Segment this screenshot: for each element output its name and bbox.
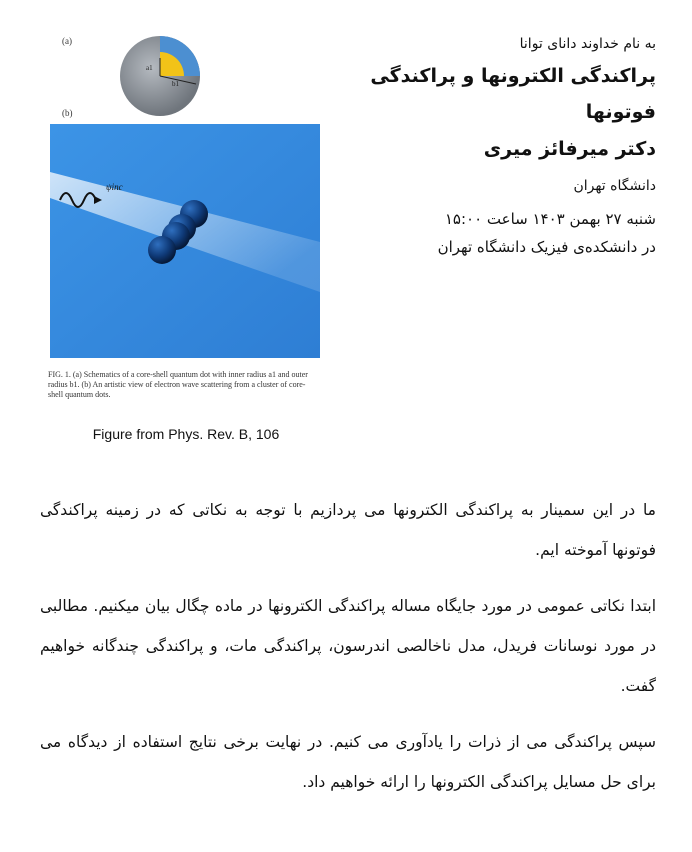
label-a1: a1 <box>146 64 153 72</box>
panel-a-label: (a) <box>62 36 72 46</box>
label-b1: b1 <box>172 80 179 88</box>
paragraph-2: ابتدا نکاتی عمومی در مورد جایگاه مساله پراکندگی الکترونها در ماده چگال بیان میکنیم. مطالبی در مورد نوسانات فریدل، مدل ناخالصی اندرسون، پراکندگی مات، و پراکندگی چندگانه خواهیم گفت. <box>40 597 656 695</box>
date-time: شنبه ۲۷ بهمن ۱۴۰۳ ساعت ۱۵:۰۰ <box>444 210 656 228</box>
figure-credit: Figure from Phys. Rev. B, 106 <box>92 426 280 442</box>
scattering-illustration <box>50 124 320 358</box>
figure-caption: FIG. 1. (a) Schematics of a core-shell quantum dot with inner radius a1 and outer radius b1. (b) An artistic view of electron wave scattering from a cluster of core-shell quantum dots. <box>48 370 308 399</box>
basmala: به نام خداوند دانای توانا <box>519 36 656 52</box>
body-text <box>40 490 656 818</box>
quantum-dot <box>148 236 176 264</box>
header-block <box>356 32 656 256</box>
psi-inc-label: ψinc <box>106 182 123 192</box>
paragraph-1: ما در این سمینار به پراکندگی الکترونها می پردازیم با توجه به نکاتی که در زمینه پراکندگی فوتونها آموخته ایم. <box>40 501 656 559</box>
panel-b-label: (b) <box>62 108 73 118</box>
paragraph-3: سپس پراکندگی می از ذرات را یادآوری می کنیم. در نهایت برخی نتایج استفاده از دیدگاه می برای حل مسایل پراکندگی الکترونها را ارائه خواهیم داد. <box>40 733 656 791</box>
speaker-name: دکتر میرفائز میری <box>483 138 656 160</box>
seminar-title: پراکندگی الکترونها و پراکندگی فوتونها <box>370 65 656 123</box>
core-shell-schematic <box>110 28 210 120</box>
location: در دانشکده‌ی فیزیک دانشگاه تهران <box>437 238 656 256</box>
university: دانشگاه تهران <box>573 178 656 194</box>
